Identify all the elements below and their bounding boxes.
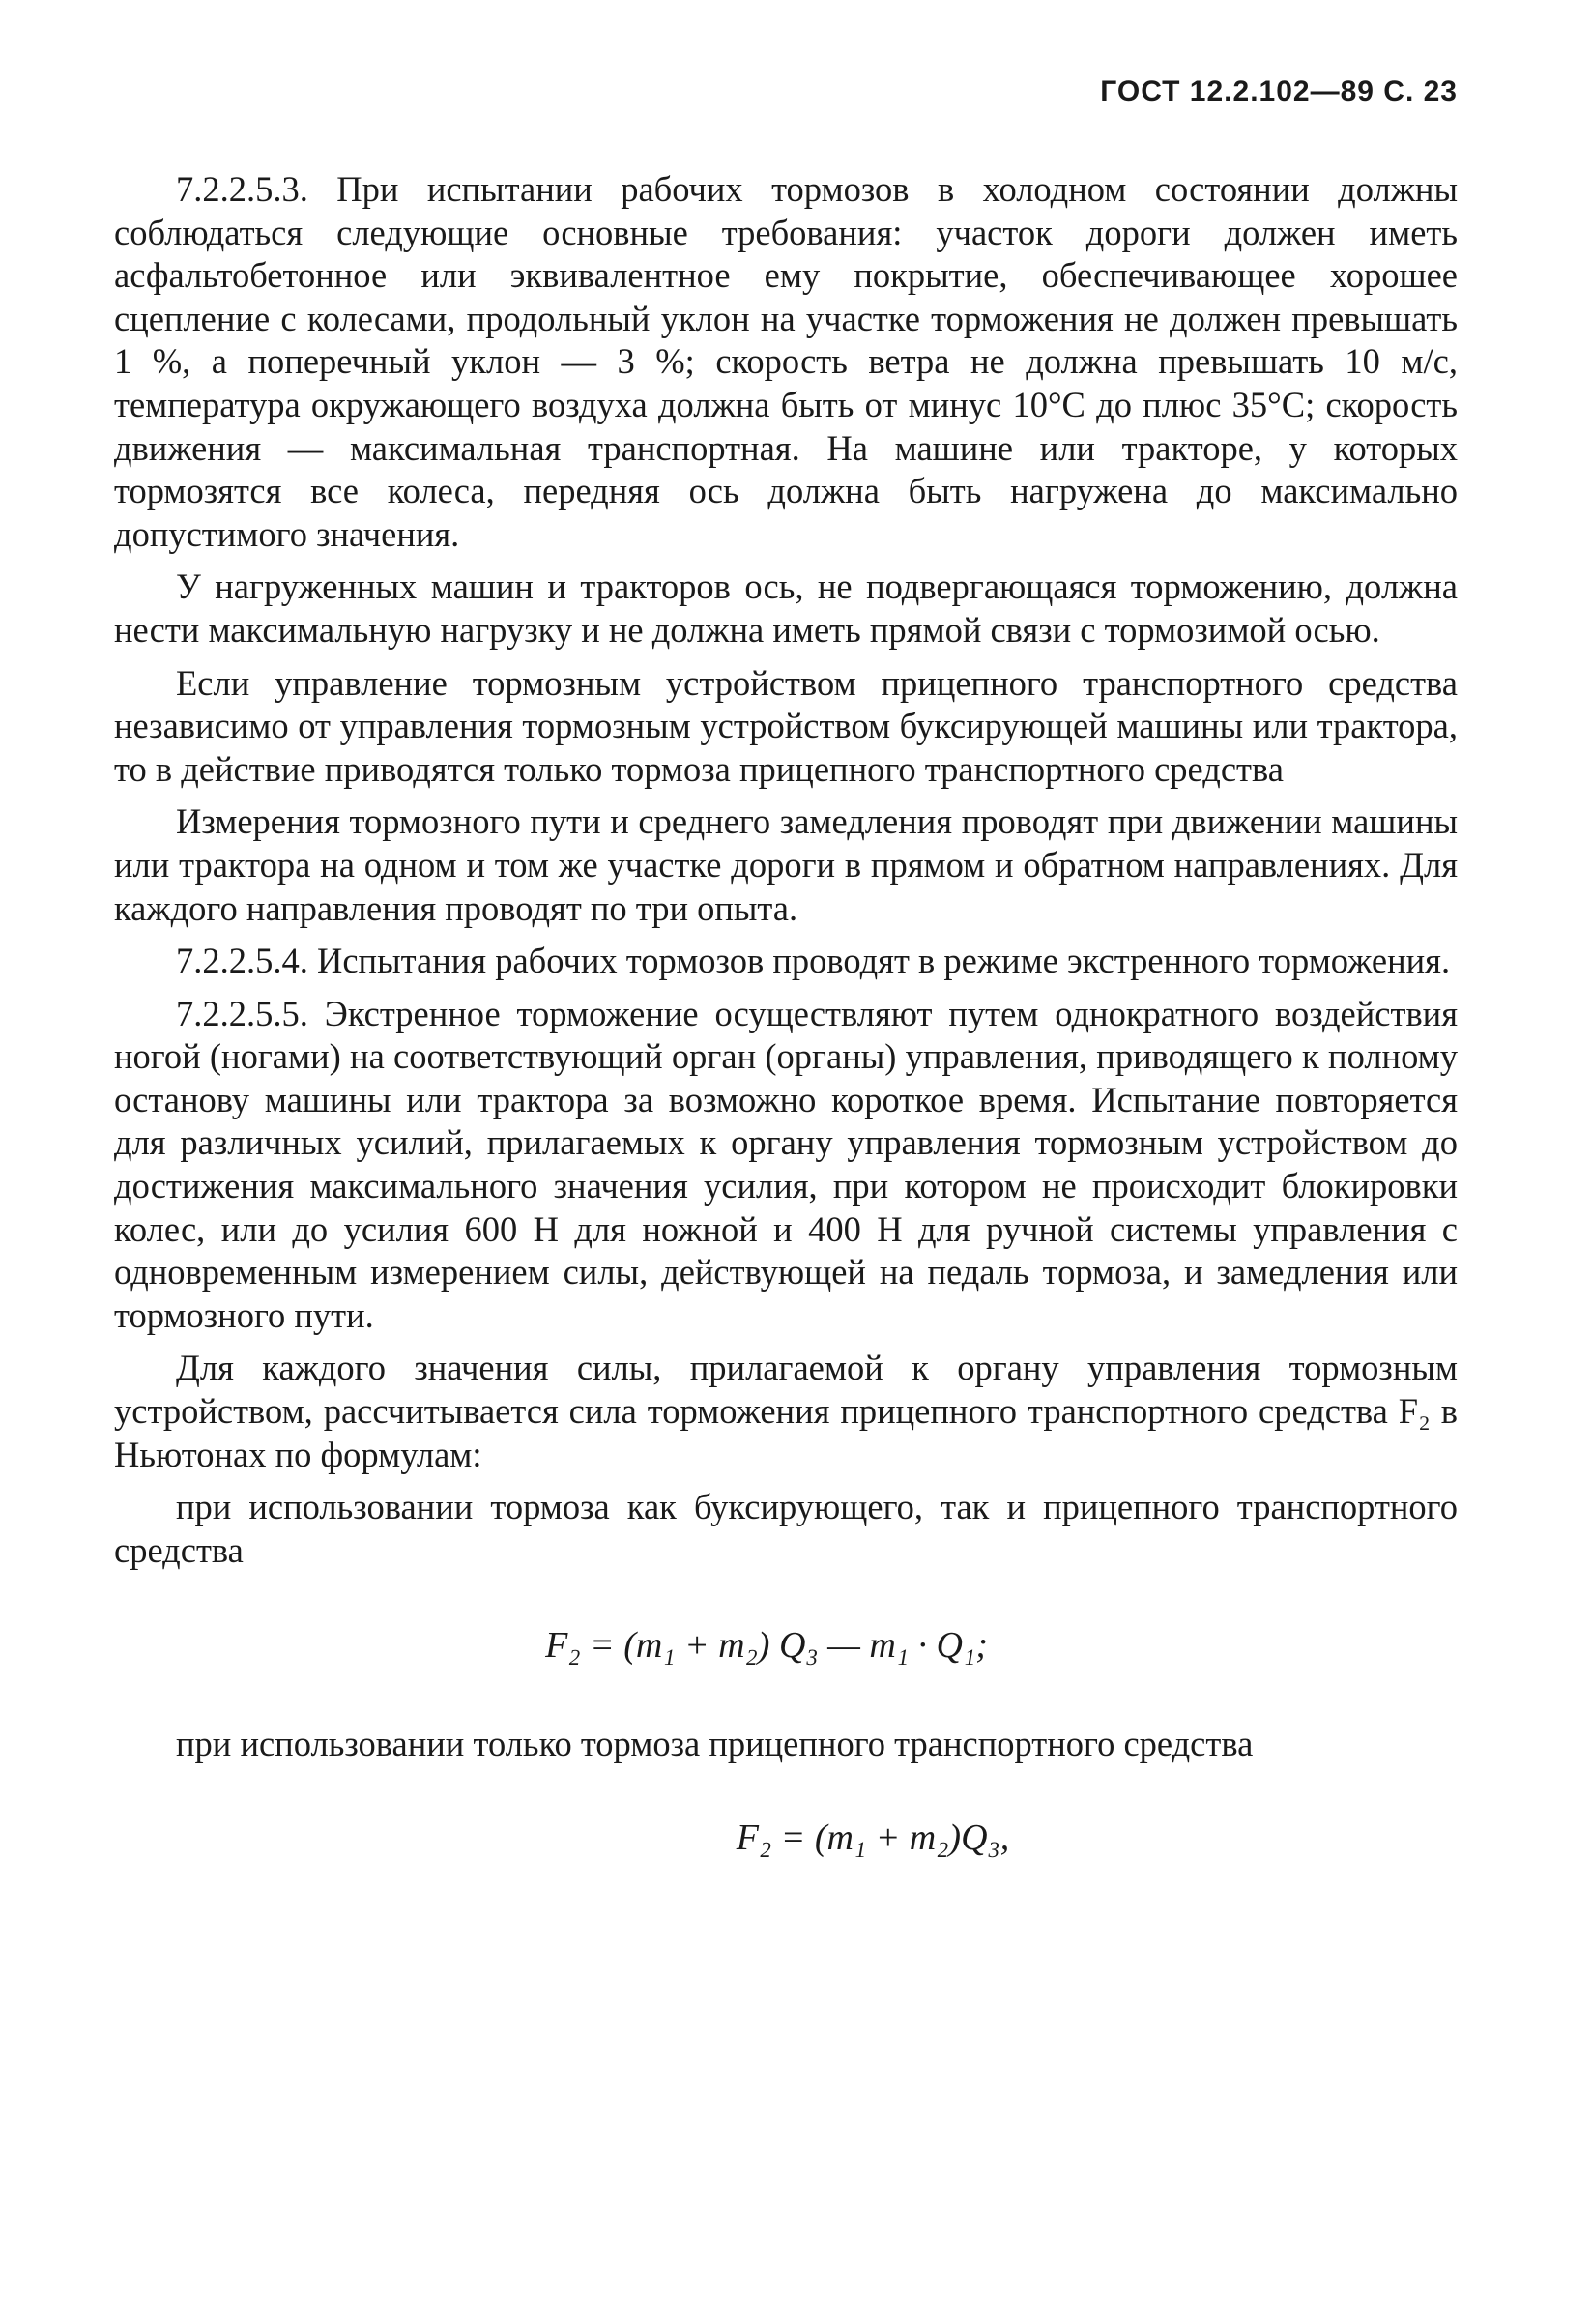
paragraph-loaded-axles: У нагруженных машин и тракторов ось, не подвергающаяся торможению, должна нести максимальную нагрузку и не должна иметь прямой связи с тормозимой осью. xyxy=(114,566,1458,650)
document-page xyxy=(114,75,1458,1859)
paragraph-both-brakes: при использовании тормоза как буксирующего, так и прицепного транспортного средства xyxy=(114,1487,1458,1570)
paragraph-7-2-2-5-5: 7.2.2.5.5. Экстренное торможение осуществляют путем однократного воздействия ногой (ногами) на соответствующий орган (органы) управления, приводящего к полному останову машины или трактора за возможно короткое время. Испытание повторяется для различных усилий, прилагаемых к органу управления тормозным устройством до достижения максимального значения усилия, при котором не происходит блокировки колес, или до усилия 600 Н для ножной и 400 Н для ручной системы управления с одновременным измерением силы, действующей на педаль тормоза, и замедления или тормозного пути. xyxy=(114,993,1458,1335)
paragraph-7-2-2-5-3: 7.2.2.5.3. При испытании рабочих тормозов в холодном состоянии должны соблюдаться следующие основные требования: участок дороги должен иметь асфальтобетонное или эквивалентное ему покрытие, обеспечивающее хорошее сцепление с колесами, продольный уклон на участке торможения не должен превышать 1 %, а поперечный уклон — 3 %; скорость ветра не должна превышать 10 м/с, температура окружающего воздуха должна быть от минус 10°С до плюс 35°С; скорость движения — максимальная транспортная. На машине или тракторе, у которых тормозятся все колеса, передняя ось должна быть нагружена до максимально допустимого значения. xyxy=(114,169,1458,554)
page-header: ГОСТ 12.2.102—89 С. 23 xyxy=(1100,75,1458,107)
formula-1: F₂ = (m₁ + m₂) Q₃ — m₁ · Q₁; xyxy=(545,1625,988,1667)
paragraph-braking-force: Для каждого значения силы, прилагаемой к органу управления тормозным устройством, рассчитывается сила торможения прицепного транспортного средства F₂ в Ньютонах по формулам: xyxy=(114,1348,1458,1474)
formula-2: F₂ = (m₁ + m₂)Q₃, xyxy=(736,1817,1010,1858)
paragraph-trailer-brake-only: при использовании только тормоза прицепного транспортного средства xyxy=(176,1724,1254,1764)
paragraph-trailer-control: Если управление тормозным устройством прицепного транспортного средства независимо от управления тормозным устройством буксирующей машины или трактора, то в действие приводятся только тормоза прицепного транспортного средства xyxy=(114,662,1458,789)
paragraph-measurements: Измерения тормозного пути и среднего замедления проводят при движении машины или трактора на одном и том же участке дороги в прямом и обратном направлениях. Для каждого направления проводят по три опыта. xyxy=(114,801,1458,928)
paragraph-7-2-2-5-4: 7.2.2.5.4. Испытания рабочих тормозов проводят в режиме экстренного торможения. xyxy=(176,941,1451,981)
